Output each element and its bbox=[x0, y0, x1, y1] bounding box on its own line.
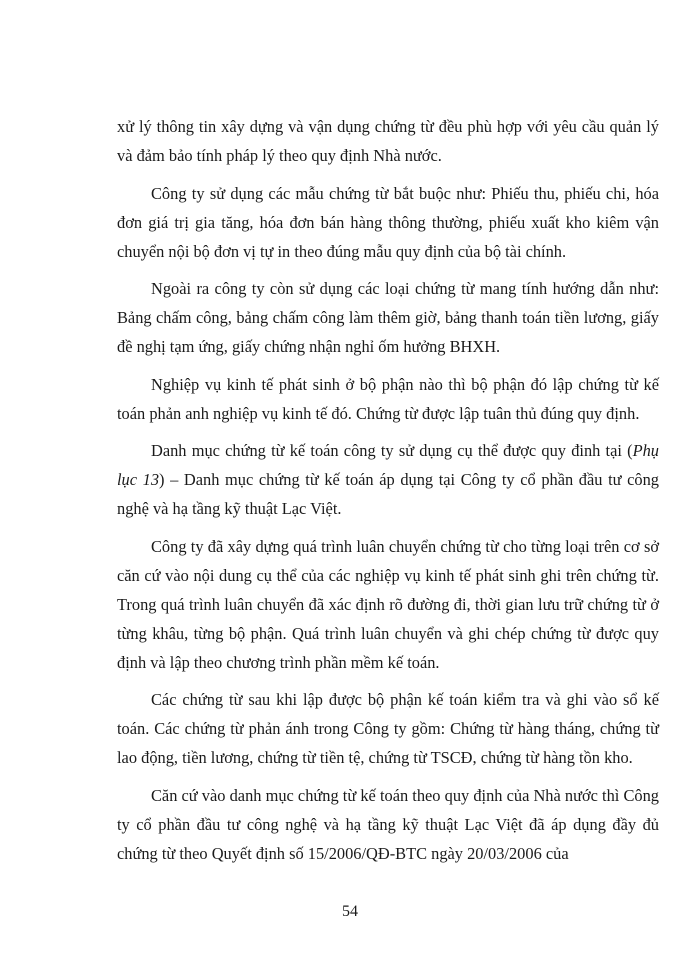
page-number: 54 bbox=[342, 903, 358, 920]
paragraph-circulation-process: Công ty đã xây dựng quá trình luân chuyển chứng từ cho từng loại trên cơ sở căn cứ vào nội dung cụ thể của các nghiệp vụ kinh tế phát sinh ghi trên chứng từ. Trong quá trình luân chuyển đã xác định rõ đường đi, thời gian lưu trữ chứng từ ở từng khâu, từng bộ phận. Quá trình luân chuyển và ghi chép chứng từ được quy định và lập theo chương trình phần mềm kế toán. bbox=[117, 536, 659, 672]
paragraph-document-list bbox=[117, 436, 659, 523]
paragraph-continuation: xử lý thông tin xây dựng và vận dụng chứng từ đều phù hợp với yêu cầu quản lý và đảm bảo tính pháp lý theo quy định Nhà nước. bbox=[117, 117, 659, 165]
paragraph-regulation: Căn cứ vào danh mục chứng từ kế toán theo quy định của Nhà nước thì Công ty cổ phần đầu tư công nghệ và hạ tầng kỹ thuật Lạc Việt đã áp dụng đầy đủ chứng từ theo Quyết định số 15/2006/QĐ-BTC ngày 20/03/2006 của bbox=[117, 785, 659, 863]
paragraph-department-documents: Nghiệp vụ kinh tế phát sinh ở bộ phận nào thì bộ phận đó lập chứng từ kế toán phản anh nghiệp vụ kinh tế đó. Chứng từ được lập tuân thủ đúng quy định. bbox=[117, 374, 659, 423]
paragraph-mandatory-documents: Công ty sử dụng các mẫu chứng từ bắt buộc như: Phiếu thu, phiếu chi, hóa đơn giá trị gia tăng, hóa đơn bán hàng thông thường, phiếu xuất kho kiêm vận chuyển nội bộ đơn vị tự in theo đúng mẫu quy định của bộ tài chính. bbox=[117, 183, 659, 261]
appendix-reference: Phụ lục 13 bbox=[117, 441, 659, 489]
paragraph-document-types: Các chứng từ sau khi lập được bộ phận kế toán kiểm tra và ghi vào sổ kế toán. Các chứng từ phản ánh trong Công ty gồm: Chứng từ hàng tháng, chứng từ lao động, tiền lương, chứng từ tiền tệ, chứng từ TSCĐ, chứng từ hàng tồn kho. bbox=[117, 690, 659, 767]
document-list-text-after: ) – Danh mục chứng từ kế toán áp dụng tại Công ty cổ phần đầu tư công nghệ và hạ tầng kỹ thuật Lạc Việt. bbox=[117, 470, 660, 518]
body-text bbox=[117, 112, 659, 876]
paragraph-guidance-documents: Ngoài ra công ty còn sử dụng các loại chứng từ mang tính hướng dẫn như: Bảng chấm công, bảng chấm công làm thêm giờ, bảng thanh toán tiền lương, giấy đề nghị tạm ứng, giấy chứng nhận nghỉ ốm hưởng BHXH. bbox=[117, 279, 659, 356]
document-list-text-before: Danh mục chứng từ kế toán công ty sử dụng cụ thể được quy đinh tại ( bbox=[151, 441, 633, 460]
